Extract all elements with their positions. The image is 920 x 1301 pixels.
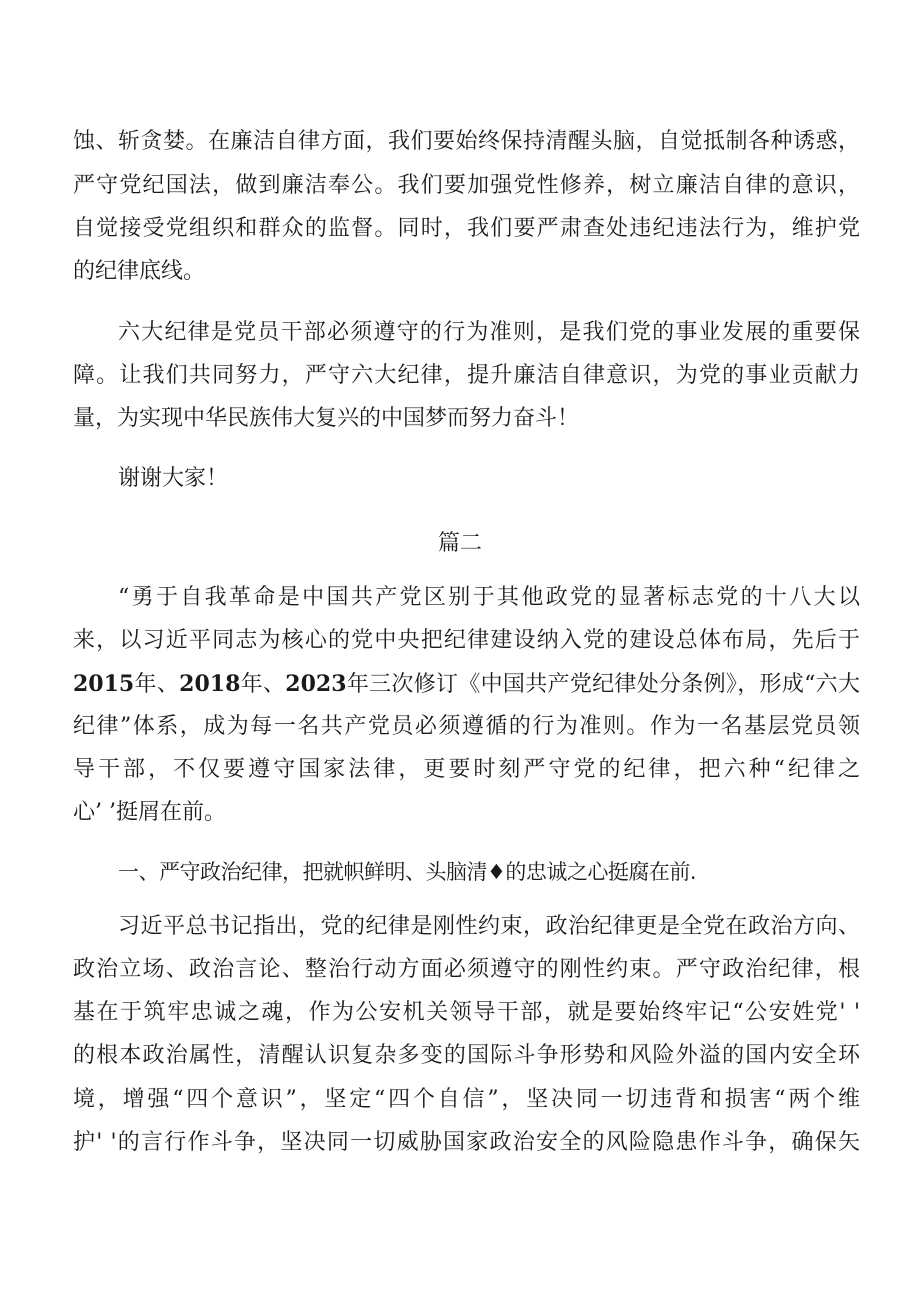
paragraph-2-line-2: 障。让我们共同努力，严守六大纪律，提升廉洁自律意识，为党的事业贡献力 bbox=[73, 363, 860, 388]
paragraph-1-line-1: 蚀、斩贪婪。在廉洁自律方面，我们要始终保持清醒头脑，自觉抵制各种诱惑， bbox=[73, 129, 860, 154]
paragraph-2-line-3: 量，为实现中华民族伟大复兴的中国梦而努力奋斗！ bbox=[73, 406, 580, 431]
year-2023: 2023 bbox=[285, 671, 347, 697]
paragraph-1-line-3: 自觉接受党组织和群众的监督。同时，我们要严肃查处违纪违法行为，维护党 bbox=[73, 216, 860, 241]
paragraph-4-line-2: 政治立场、政治言论、整治行动方面必须遵守的刚性约束。严守政治纪律，根 bbox=[73, 957, 860, 982]
paragraph-3-line-6: 心’ ’挺屑在前。 bbox=[73, 800, 226, 825]
paragraph-3-line-4: 纪律”体系，成为每一名共产党员必须遵循的行为准则。作为一名基层党员领 bbox=[73, 714, 860, 739]
paragraph-1-line-4: 的纪律底线。 bbox=[73, 259, 206, 284]
paragraph-4-line-6: 护' '的言行作斗争，坚决同一切威胁国家政治安全的风险隐患作斗争，确保矢 bbox=[73, 1130, 860, 1155]
text-segment: 年三次修订《中国共产党纪律处分条例》，形成“六大 bbox=[346, 672, 860, 697]
text-segment: 年、 bbox=[240, 672, 286, 697]
year-2018: 2018 bbox=[179, 671, 241, 697]
section-heading-1: 一、严守政治纪律，把就帜鲜明、头脑清♦的忠诚之心挺腐在前. bbox=[118, 860, 696, 884]
paragraph-3-line-5: 导干部，不仅要遵守国家法律，更要时刻严守党的纪律，把六种“纪律之 bbox=[73, 757, 860, 782]
closing-thanks: 谢谢大家！ bbox=[118, 466, 229, 491]
paragraph-4-line-5: 境，增强“四个意识”，坚定“四个自信”，坚决同一切违背和损害“两个维 bbox=[73, 1087, 860, 1112]
section-title: 篇二 bbox=[437, 531, 482, 556]
paragraph-4-line-4: 的根本政治属性，清醒认识复杂多变的国际斗争形势和风险外溢的国内安全环 bbox=[73, 1043, 860, 1068]
paragraph-2-line-1: 六大纪律是党员干部必须遵守的行为准则，是我们党的事业发展的重要保 bbox=[118, 320, 860, 345]
text-segment: 年、 bbox=[134, 672, 180, 697]
paragraph-1-line-2: 严守党纪国法，做到廉洁奉公。我们要加强党性修养，树立廉洁自律的意识， bbox=[73, 173, 860, 198]
paragraph-3-line-1: “勇于自我革命是中国共产党区别于其他政党的显著标志党的十八大以 bbox=[118, 585, 860, 610]
paragraph-4-line-1: 习近平总书记指出，党的纪律是刚性约束，政治纪律更是全党在政治方向、 bbox=[118, 914, 860, 939]
paragraph-3-line-2: 来，以习近平同志为核心的党中央把纪律建设纳入党的建设总体布局，先后于 bbox=[73, 628, 860, 653]
year-2015: 2015 bbox=[73, 671, 135, 697]
paragraph-3-line-3 bbox=[73, 669, 860, 699]
paragraph-4-line-3: 基在于筑牢忠诚之魂，作为公安机关领导干部，就是要始终牢记“公安姓党' ' bbox=[73, 1000, 860, 1025]
